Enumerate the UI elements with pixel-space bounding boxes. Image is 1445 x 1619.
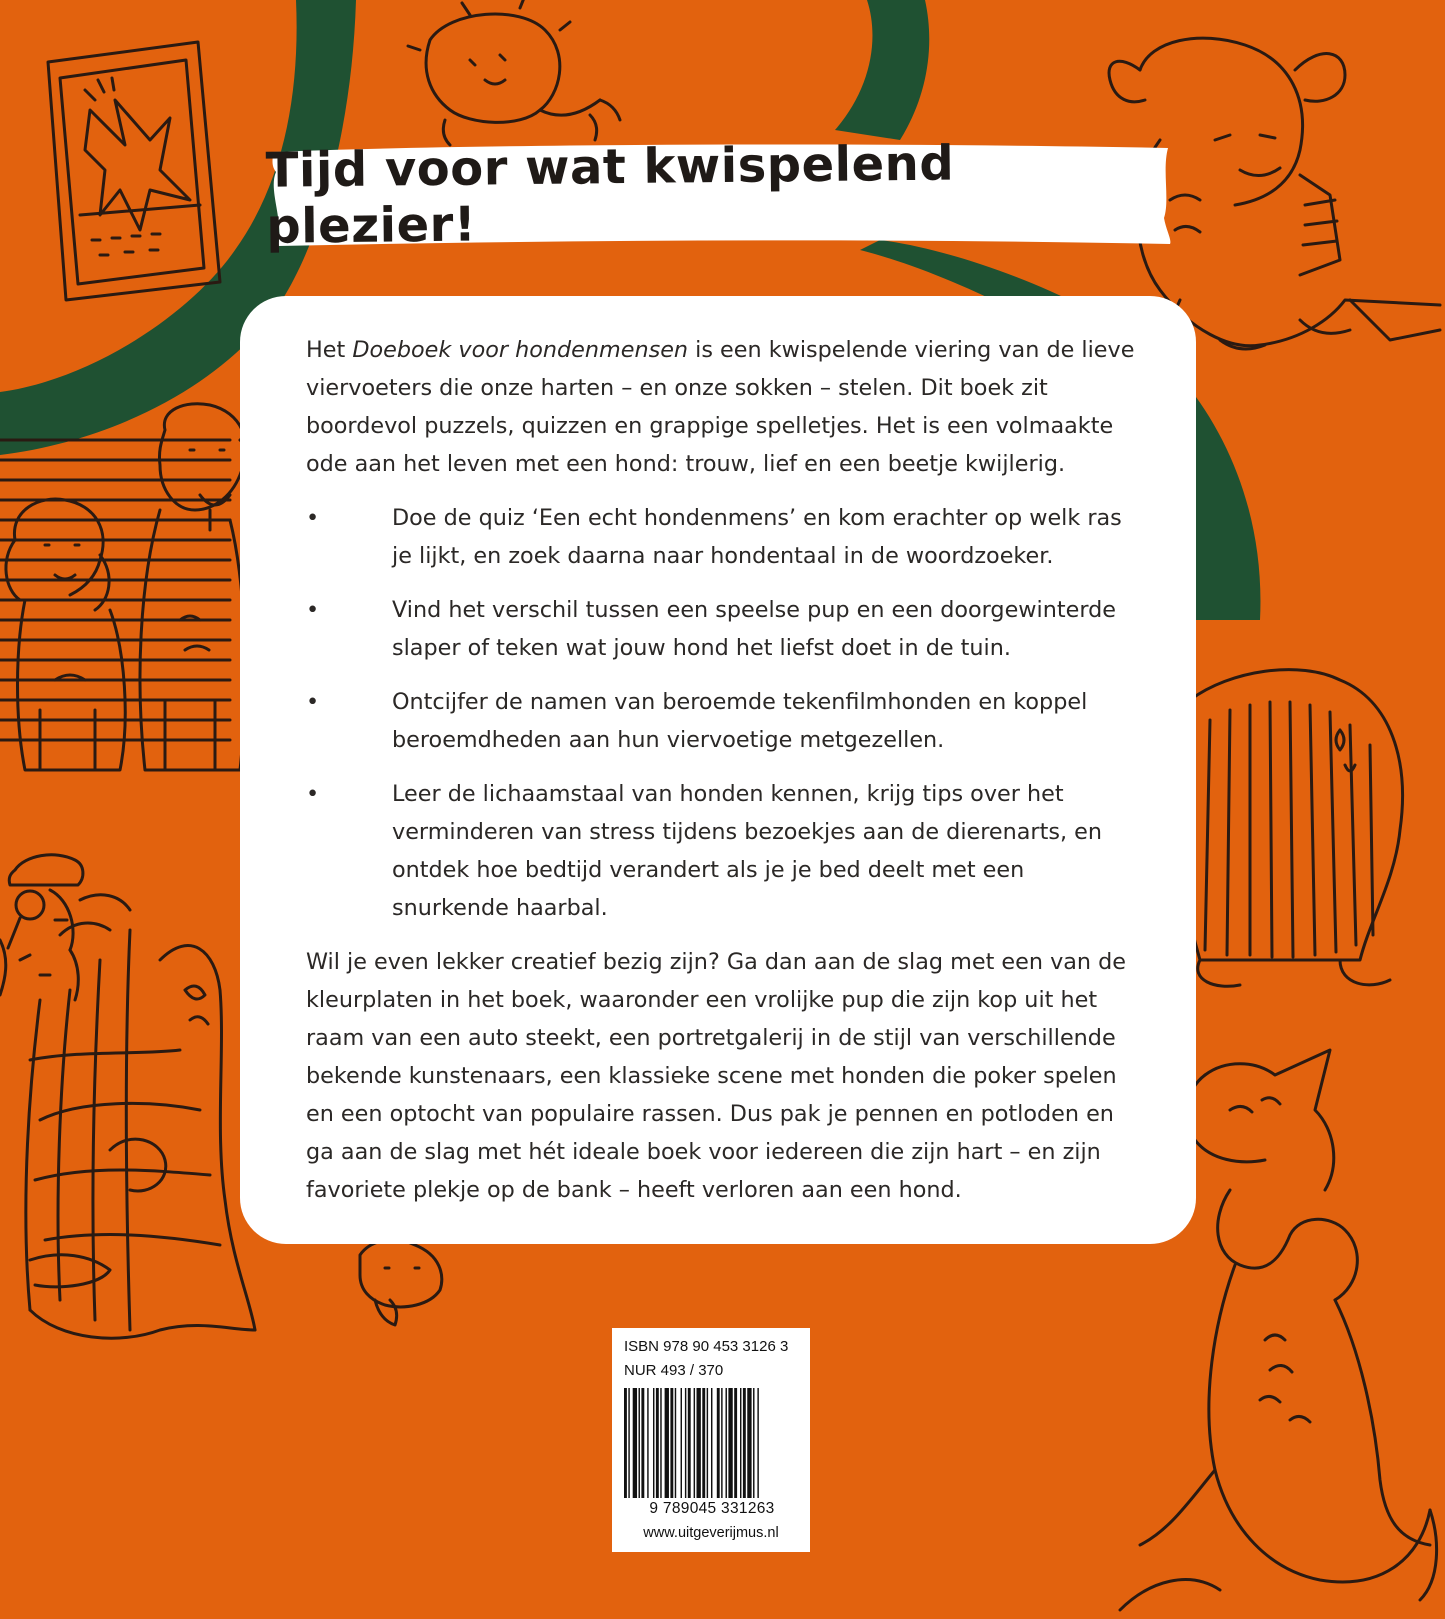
intro-after: is een kwispelende viering van de lieve viervoeters die onze harten – en onze sokken – stelen. Dit boek zit boordevol puzzels, quizzen en grappige spelletjes. Het is een volmaakte ode aan het leven met een hond: trouw, lief en een beetje kwijlerig. <box>306 337 1135 477</box>
shaking-dog-icon <box>408 0 620 145</box>
isbn-number: ISBN 978 90 453 3126 3 <box>624 1338 789 1355</box>
title-banner <box>265 135 1176 255</box>
peeking-dog-icon <box>360 1240 442 1325</box>
sheepdog-icon <box>1183 670 1402 987</box>
publisher-website: www.uitgeverijmus.nl <box>643 1525 779 1541</box>
list-item-text: Leer de lichaamstaal van honden kennen, krijg tips over het verminderen van stress tijdens bezoekjes aan de dierenarts, en ontdek hoe bedtijd verandert als je je bed deelt met een snurkende haarbal. <box>392 781 1102 921</box>
maze-icon <box>26 895 255 1338</box>
bullet-icon: • <box>306 505 320 531</box>
feature-list <box>306 499 1136 927</box>
list-item <box>306 683 1136 759</box>
framed-painting-icon <box>48 42 220 300</box>
nur-code: NUR 493 / 370 <box>624 1362 724 1379</box>
bullet-icon: • <box>306 689 320 715</box>
list-item <box>306 591 1136 667</box>
intro-book-title: Doeboek voor hondenmensen <box>352 337 689 363</box>
list-item-text: Doe de quiz ‘Een echt hondenmens’ en kom erachter op welk ras je lijkt, en zoek daarna naar hondentaal in de woordzoeker. <box>392 505 1122 569</box>
bullet-icon: • <box>306 597 320 623</box>
book-title-heading: Tijd voor wat kwispelend plezier! <box>265 135 955 255</box>
green-ribbon-top <box>835 0 929 140</box>
bullet-icon: • <box>306 781 320 807</box>
barcode-icon <box>624 1388 800 1500</box>
intro-before: Het <box>306 337 353 363</box>
barcode-digits: 9 789045 331263 <box>649 1500 775 1517</box>
dogs-on-bench-icon <box>0 404 254 770</box>
list-item <box>306 775 1136 927</box>
list-item <box>306 499 1136 575</box>
description-card <box>240 296 1196 1244</box>
outro-paragraph: Wil je even lekker creatief bezig zijn? Ga dan aan de slag met een van de kleurplaten in het boek, waaronder een vrolijke pup die zijn kop uit het raam van een auto steekt, een portretgalerij in de stijl van verschillende bekende kunstenaars, een klassieke scene met honden die poker spelen en een optocht van populaire rassen. Dus pak je pennen en potloden en ga aan de slag met hét ideale boek voor iedereen die zijn hart – en zijn favoriete plekje op de bank – heeft verloren aan een hond. <box>306 949 1127 1203</box>
isbn-barcode-block <box>612 1328 810 1552</box>
list-item-text: Ontcijfer de namen van beroemde tekenfilmhonden en koppel beroemdheden aan hun viervoetige metgezellen. <box>392 689 1088 753</box>
list-item-text: Vind het verschil tussen een speelse pup en een doorgewinterde slaper of teken wat jouw hond het liefst doet in de tuin. <box>392 597 1116 661</box>
intro-paragraph <box>306 331 1136 483</box>
